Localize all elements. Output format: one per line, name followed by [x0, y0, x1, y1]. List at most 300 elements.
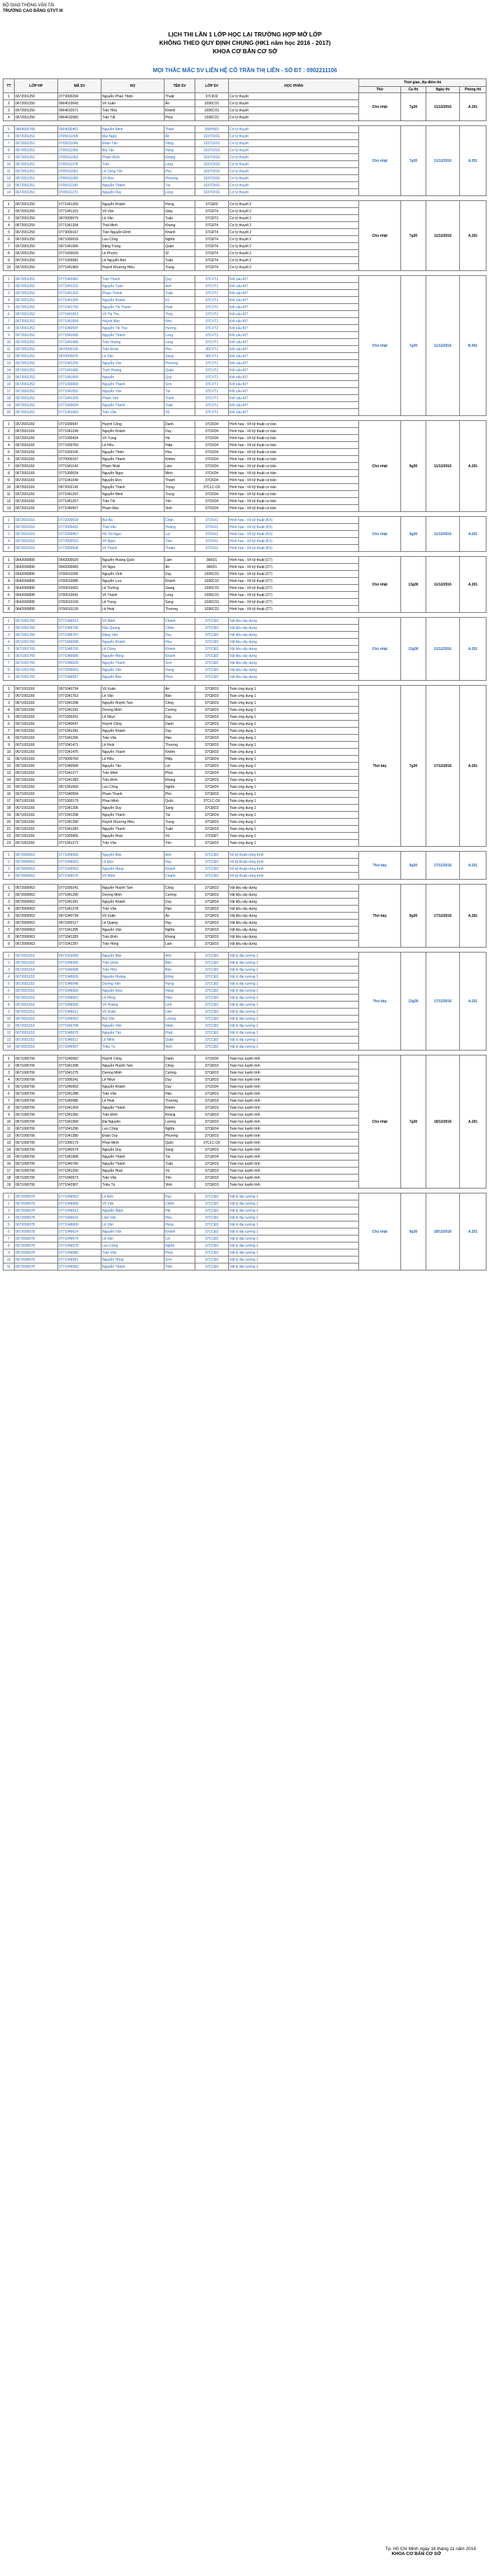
cell-student-id: 0771041290 — [58, 819, 102, 826]
cell-first-name: Anh — [164, 283, 195, 290]
cell-course: Cơ lý thuyết 2 — [229, 208, 359, 215]
cell-tt: 5 — [4, 545, 15, 552]
cell-course: Cơ lý thuyết — [229, 175, 359, 182]
cell-class: 0672001160 — [15, 421, 58, 428]
cell-last-name: Nguyễn Văn — [102, 667, 164, 674]
cell-exam-day: Chủ nhật — [359, 421, 401, 512]
cell-first-name: Quốc — [164, 798, 195, 805]
cell-last-name: Trần Văn — [102, 735, 164, 742]
cell-student-class: 37CĐT4 — [195, 236, 229, 243]
cell-tt: 15 — [4, 374, 15, 381]
cell-student-class: 37CKD4 — [195, 456, 229, 463]
cell-student-id: 0542000020 — [58, 557, 102, 564]
cell-last-name: Nguyễn Thiên — [102, 449, 164, 456]
cell-student-class: 37CKX1 — [195, 531, 229, 538]
cell-class: 0672001252 — [15, 332, 58, 339]
cell-class: 0671001160 — [15, 721, 58, 728]
cell-first-name: Tài — [164, 182, 195, 189]
cell-first-name: Linh — [164, 1002, 195, 1009]
cell-class: 0672001153 — [15, 995, 58, 1002]
cell-last-name: Nguyễn Thị Trúc — [102, 325, 164, 332]
cell-last-name: Trần Đoàn — [102, 346, 164, 353]
cell-student-class: 37CCĐ2 — [195, 953, 229, 960]
cell-class: 0672000078 — [15, 1200, 58, 1207]
cell-course: Cơ lý thuyết — [229, 189, 359, 196]
cell-student-id: 0771000029 — [58, 250, 102, 257]
cell-last-name: Trần Hồng — [102, 941, 164, 948]
cell-course: Cơ lý thuyết — [229, 114, 359, 121]
cell-tt: 3 — [4, 967, 15, 974]
cell-student-class: 37CĐO3 — [195, 742, 229, 749]
cell-student-class: 37CĐO3 — [195, 805, 229, 812]
cell-last-name: Nguyễn Thanh — [102, 660, 164, 667]
cell-student-id: 0771046567 — [58, 1044, 102, 1051]
cell-class: 0672001251 — [15, 168, 58, 175]
cell-course: Kết cấu-KIT — [229, 311, 359, 318]
cell-last-name: Lê Nguyễn Anh — [102, 257, 164, 264]
cell-student-id: 0771000105 — [58, 449, 102, 456]
cell-last-name: Nguyễn Huỳnh Tam — [102, 1062, 164, 1069]
cell-class: 0672000063 — [15, 859, 58, 866]
cell-last-name: Trần Hoàng — [102, 339, 164, 346]
cell-course: Hình họa - Vẽ kỹ thuật (CT) — [229, 571, 359, 578]
cell-tt: 11 — [4, 1023, 15, 1030]
cell-last-name: Nguyễn Hồng — [102, 653, 164, 660]
cell-class: 0672001250 — [15, 236, 58, 243]
cell-tt: 6 — [4, 920, 15, 927]
cell-tt: 2 — [4, 859, 15, 866]
cell-exam-room: A.201 — [460, 885, 486, 948]
cell-first-name: Phúc — [164, 674, 195, 681]
cell-student-id: 0773000204 — [58, 93, 102, 100]
cell-first-name: Dũng — [164, 140, 195, 147]
cell-class: 0672001250 — [15, 215, 58, 222]
cell-exam-room: B.401 — [460, 276, 486, 416]
cell-student-id: 0771046581 — [58, 1256, 102, 1263]
cell-course: Hình họa - Vẽ kỹ thuật (CT) — [229, 606, 359, 613]
cell-tt: 10 — [4, 1016, 15, 1023]
cell-first-name: Nghĩa — [164, 784, 195, 791]
cell-first-name: Hiệp — [164, 442, 195, 449]
cell-last-name: Hồ Thị Ngọc — [102, 531, 164, 538]
cell-student-class: 37CĐO4 — [195, 784, 229, 791]
group-spacer — [4, 271, 486, 276]
cell-first-name: Tâm — [164, 538, 195, 545]
cell-first-name: Thương — [164, 606, 195, 613]
cell-tt: 23 — [4, 840, 15, 847]
cell-student-class: 37CCĐ2 — [195, 1235, 229, 1242]
cell-last-name: Lê Nhựt — [102, 1076, 164, 1083]
title-line-3: KHOA CƠ BẢN CƠ SỞ — [212, 48, 278, 55]
cell-class: 0672001250 — [15, 114, 58, 121]
cell-course: Toán ứng dụng 1 — [229, 735, 359, 742]
cell-student-class: 37CKD4 — [195, 498, 229, 505]
cell-first-name: Lâm — [164, 557, 195, 564]
cell-exam-room: A.201 — [460, 126, 486, 196]
cell-course: Vật lý đại cương 1 — [229, 1242, 359, 1249]
cell-last-name: Nguyễn Hoài — [102, 1168, 164, 1175]
cell-exam-day: Chủ nhật — [359, 618, 401, 681]
cell-class: 0672001160 — [15, 470, 58, 477]
cell-class: 0672001252 — [15, 353, 58, 360]
cell-student-class: 36CVT1 — [195, 346, 229, 353]
cell-first-name: Tâm — [164, 1263, 195, 1270]
cell-student-class: 37CCĐ2 — [195, 859, 229, 866]
cell-class: 0671000706 — [15, 1069, 58, 1076]
cell-first-name: Thuật — [164, 93, 195, 100]
cell-first-name: Duy — [164, 899, 195, 906]
cell-tt: 1 — [4, 618, 15, 625]
cell-class: 0672001153 — [15, 1030, 58, 1037]
cell-first-name: Hào — [164, 735, 195, 742]
cell-student-id: 0771041297 — [58, 491, 102, 498]
cell-tt: 6 — [4, 721, 15, 728]
cell-class: 0671001760 — [15, 632, 58, 639]
cell-course: Cơ lý thuyết — [229, 154, 359, 161]
cell-class: 0672001252 — [15, 304, 58, 311]
cell-class: 0672000063 — [15, 899, 58, 906]
cell-tt: 7 — [4, 1097, 15, 1105]
cell-course: Vật lý đại cương 1 — [229, 1221, 359, 1228]
cell-first-name: Hiệp — [164, 756, 195, 763]
cell-class: 0672000063 — [15, 927, 58, 934]
group-spacer — [4, 1051, 486, 1055]
cell-student-class: 37CCĐ2 — [195, 995, 229, 1002]
cell-tt: 9 — [4, 332, 15, 339]
cell-student-id: 0771046698 — [58, 639, 102, 646]
cell-student-id: 0771041278 — [58, 906, 102, 913]
cell-first-name: Hưng — [164, 667, 195, 674]
cell-last-name: Nguyễn Thanh — [102, 402, 164, 409]
cell-student-id: 0771040574 — [58, 1147, 102, 1154]
cell-course: Vẽ kỹ thuật công trình — [229, 873, 359, 880]
cell-first-name: Khánh — [164, 653, 195, 660]
cell-first-name: Khang — [164, 222, 195, 229]
cell-tt: 11 — [4, 346, 15, 353]
cell-last-name: Trần Đình — [102, 1112, 164, 1119]
cell-course: Hình họa - Vẽ kỹ thuật (CT) — [229, 599, 359, 606]
cell-student-class: 37CKD4 — [195, 435, 229, 442]
cell-student-class: 37CĐO3 — [195, 1133, 229, 1140]
cell-exam-shift: 7g30 — [401, 686, 426, 847]
cell-class: 0671000706 — [15, 1161, 58, 1168]
cell-tt: 4 — [4, 1214, 15, 1221]
cell-course: Vật liệu xây dựng — [229, 927, 359, 934]
cell-tt: 5 — [4, 126, 15, 133]
cell-class: 0672000078 — [15, 1256, 58, 1263]
cell-course: Cơ lý thuyết — [229, 182, 359, 189]
table-row — [4, 953, 486, 960]
table-row — [4, 885, 486, 892]
cell-last-name: Võ Hoàng — [102, 1002, 164, 1009]
cell-student-class: 37CKĐ7 — [195, 833, 229, 840]
cell-course: Kết cấu-KIT — [229, 381, 359, 388]
exam-schedule-table — [3, 78, 486, 1270]
cell-tt: 6 — [4, 1090, 15, 1097]
cell-exam-day: Chủ nhật — [359, 276, 401, 416]
cell-tt: 3 — [4, 632, 15, 639]
cell-first-name: Đông — [164, 974, 195, 981]
cell-student-id: 0771041257 — [58, 498, 102, 505]
cell-student-class: 37CCĐ2 — [195, 1193, 229, 1200]
cell-student-id: 0670000076 — [58, 353, 102, 360]
cell-tt: 19 — [4, 1182, 15, 1189]
cell-course: Toán học tuyển tính — [229, 1119, 359, 1126]
cell-student-class: 37CCĐ2 — [195, 988, 229, 995]
cell-student-id: 0771041269 — [58, 201, 102, 208]
cell-class: 0672000078 — [15, 1235, 58, 1242]
cell-last-name: Lưu Công — [102, 1242, 164, 1249]
cell-last-name: Trần Hữu — [102, 107, 164, 114]
cell-student-id: 0771046613 — [58, 1207, 102, 1214]
cell-first-name: Quý — [164, 276, 195, 283]
cell-tt: 5 — [4, 981, 15, 988]
cell-last-name: Nguyễn Thành — [102, 484, 164, 491]
cell-last-name: Võ Ngọc — [102, 538, 164, 545]
cell-last-name: Dương Minh — [102, 707, 164, 714]
cell-student-id: 0705011049 — [58, 140, 102, 147]
cell-student-class: 37CKD4 — [195, 477, 229, 484]
cell-student-id: 0671000117 — [58, 920, 102, 927]
cell-first-name: Long — [164, 592, 195, 599]
cell-course: Vật lý đại cương 1 — [229, 1193, 359, 1200]
cell-tt: 4 — [4, 222, 15, 229]
cell-student-id: 0771041298 — [58, 1062, 102, 1069]
cell-class: 0671000706 — [15, 1112, 58, 1119]
cell-last-name: Nguyễn Hồng — [102, 866, 164, 873]
cell-student-class: 37CĐO3 — [195, 700, 229, 707]
cell-tt: 7 — [4, 599, 15, 606]
cell-student-id: 0771000647 — [58, 421, 102, 428]
cell-last-name: Phạm Văn — [102, 395, 164, 402]
cell-first-name: Quân — [164, 367, 195, 374]
cell-last-name: Trần Hữu — [102, 967, 164, 974]
cell-tt: 4 — [4, 707, 15, 714]
cell-course: Vật lý đại cương 1 — [229, 988, 359, 995]
cell-tt: 14 — [4, 1044, 15, 1051]
cell-tt: 14 — [4, 367, 15, 374]
cell-course: Vật liệu xây dựng — [229, 625, 359, 632]
cell-tt: 11 — [4, 168, 15, 175]
cell-student-class: 37CVT2 — [195, 325, 229, 332]
cell-tt: 5 — [4, 229, 15, 236]
cell-first-name: Yên — [164, 1175, 195, 1182]
cell-student-class: 37CĐO3 — [195, 906, 229, 913]
cell-course: Vật liệu xây dựng — [229, 913, 359, 920]
cell-class: 0642000895 — [15, 599, 58, 606]
cell-student-class: 37CVT1 — [195, 283, 229, 290]
cell-student-class: 37CĐO3 — [195, 1161, 229, 1168]
cell-student-id: 0771046565 — [58, 1002, 102, 1009]
cell-tt: 6 — [4, 311, 15, 318]
cell-last-name: Trần Quốc — [102, 960, 164, 967]
cell-student-id: 0771040547 — [58, 325, 102, 332]
cell-tt: 19 — [4, 812, 15, 819]
cell-tt: 9 — [4, 1112, 15, 1119]
cell-student-id: 0664000461 — [58, 126, 102, 133]
cell-last-name: Nguyễn Ngọc — [102, 1207, 164, 1214]
cell-tt: 11 — [4, 491, 15, 498]
cell-course: Hình họa - Vẽ kỹ thuật (KX) — [229, 531, 359, 538]
cell-student-class: 37CKD4 — [195, 428, 229, 435]
cell-last-name: Nguyễn Thanh — [102, 456, 164, 463]
table-row — [4, 686, 486, 693]
cell-student-class: 37CĐO3 — [195, 885, 229, 892]
cell-last-name: Nguyễn Khánh — [102, 1083, 164, 1090]
cell-student-class: 37CVT1 — [195, 332, 229, 339]
cell-tt: 8 — [4, 667, 15, 674]
cell-class: 0672001252 — [15, 374, 58, 381]
cell-first-name: Long — [164, 189, 195, 196]
cell-first-name: Cường — [164, 707, 195, 714]
cell-tt: 7 — [4, 1235, 15, 1242]
cell-tt: 8 — [4, 250, 15, 257]
cell-last-name: Lê Văn — [102, 353, 164, 360]
cell-student-class: 37CCĐ2 — [195, 1242, 229, 1249]
cell-class: 0671001760 — [15, 618, 58, 625]
cell-course: Toán học tuyển tính — [229, 1161, 359, 1168]
cell-tt: 12 — [4, 763, 15, 770]
cell-exam-day: Chủ nhật — [359, 201, 401, 271]
cell-last-name: Huỳnh Khương Hiếu — [102, 819, 164, 826]
cell-tt: 2 — [4, 100, 15, 107]
cell-last-name: Phạm Đình — [102, 154, 164, 161]
cell-class: 0672001250 — [15, 222, 58, 229]
cell-first-name: Duy — [164, 714, 195, 721]
cell-student-class: 37CVT1 — [195, 374, 229, 381]
cell-student-id: 0771040573 — [58, 1175, 102, 1182]
cell-first-name: Khiêm — [164, 1105, 195, 1112]
cell-last-name: Lê Minh — [102, 1037, 164, 1044]
cell-student-id: 0771041066 — [58, 367, 102, 374]
cell-first-name: Vinh — [164, 505, 195, 512]
cell-exam-room: A.201 — [460, 201, 486, 271]
group-spacer — [4, 613, 486, 618]
cell-course: Toán học tuyển tính — [229, 1069, 359, 1076]
cell-first-name: Trung — [164, 491, 195, 498]
cell-course: Toán ứng dụng 1 — [229, 798, 359, 805]
cell-last-name: Nguyễn Bảo — [102, 852, 164, 859]
cell-course: Toán ứng dụng 1 — [229, 763, 359, 770]
cell-student-class: 37CCĐ2 — [195, 625, 229, 632]
cell-first-name: Duy — [164, 1083, 195, 1090]
table-row — [4, 557, 486, 564]
cell-tt: 6 — [4, 988, 15, 995]
cell-course: Toán ứng dụng 1 — [229, 840, 359, 847]
cell-course: Cơ lý thuyết — [229, 126, 359, 133]
cell-course: Toán ứng dụng 1 — [229, 770, 359, 777]
cell-tt: 10 — [4, 749, 15, 756]
cell-student-id: 0671040734 — [58, 913, 102, 920]
cell-first-name: Khang — [164, 1112, 195, 1119]
cell-last-name: Trịnh Hoàng — [102, 367, 164, 374]
group-spacer — [4, 121, 486, 126]
cell-first-name: Long — [164, 339, 195, 346]
cell-tt: 2 — [4, 564, 15, 571]
cell-course: Toán học tuyển tính — [229, 1140, 359, 1147]
cell-student-id: 0771042907 — [58, 1182, 102, 1189]
cell-last-name: Nguyễn Kiều — [102, 988, 164, 995]
cell-student-class: 37CĐO3 — [195, 1147, 229, 1154]
cell-student-class: 37CĐO3 — [195, 763, 229, 770]
cell-first-name: Tuấn — [164, 826, 195, 833]
cell-course: Cơ lý thuyết 2 — [229, 236, 359, 243]
cell-tt: 10 — [4, 484, 15, 491]
cell-student-class: 37CCĐ2 — [195, 967, 229, 974]
cell-last-name: Vũ Xuân — [102, 686, 164, 693]
cell-student-id: 0771040647 — [58, 721, 102, 728]
cell-course: Vật lý đại cương 1 — [229, 967, 359, 974]
cell-student-class: 1036CO1 — [195, 592, 229, 599]
cell-course: Kết cấu-KIT — [229, 395, 359, 402]
cell-tt: 8 — [4, 1242, 15, 1249]
cell-class: 0672001160 — [15, 498, 58, 505]
cell-tt: 8 — [4, 1105, 15, 1112]
cell-last-name: Nguyễn Duy — [102, 189, 164, 196]
cell-first-name: Hương — [164, 325, 195, 332]
cell-course: Toán học tuyển tính — [229, 1168, 359, 1175]
cell-student-class: 1036CO1 — [195, 114, 229, 121]
cell-tt: 6 — [4, 653, 15, 660]
cell-student-id: 0771046566 — [58, 960, 102, 967]
title-line-2: KHÔNG THEO QUY ĐỊNH CHUNG (HK1 năm học 2016 - 2017) — [159, 39, 331, 46]
cell-course: Kết cấu-KIT — [229, 290, 359, 297]
cell-student-id: 0705011170 — [58, 189, 102, 196]
cell-class: 0672001153 — [15, 981, 58, 988]
cell-student-id: 0771046708 — [58, 1023, 102, 1030]
cell-class: 0672001160 — [15, 456, 58, 463]
cell-student-id: 0771000179 — [58, 1140, 102, 1147]
cell-first-name: Trung — [164, 264, 195, 271]
cell-exam-day: Chủ nhật — [359, 1193, 401, 1270]
cell-student-id: 0771041700 — [58, 304, 102, 311]
cell-last-name: Trần — [102, 161, 164, 168]
cell-exam-day: Chủ nhật — [359, 1055, 401, 1189]
cell-student-id: 0705011100 — [58, 182, 102, 189]
cell-class: 0672001250 — [15, 201, 58, 208]
cell-last-name: Võ Văn — [102, 1200, 164, 1207]
cell-student-id: 0771046685 — [58, 653, 102, 660]
cell-student-id: 0771046553 — [58, 866, 102, 873]
cell-course: Hình họa - Vẽ kỹ thuật cơ bản — [229, 484, 359, 491]
cell-student-id: 0705011061 — [58, 168, 102, 175]
cell-first-name: Anh — [164, 852, 195, 859]
cell-last-name: Trần Văn — [102, 906, 164, 913]
cell-first-name: Quốc — [164, 1140, 195, 1147]
cell-class: 0672001016 — [15, 524, 58, 531]
cell-student-class: 37CCĐ2 — [195, 1207, 229, 1214]
cell-first-name: Hùng — [164, 988, 195, 995]
cell-first-name: Vũ — [164, 1168, 195, 1175]
cell-class: 0672001250 — [15, 107, 58, 114]
cell-tt: 6 — [4, 133, 15, 140]
cell-student-id: 0773000167 — [58, 229, 102, 236]
cell-first-name: Giang — [164, 585, 195, 592]
cell-student-class: 1036CO1 — [195, 585, 229, 592]
cell-student-class: 37CCĐ2 — [195, 873, 229, 880]
cell-student-id: 0771041296 — [58, 805, 102, 812]
cell-class: 0672001016 — [15, 517, 58, 524]
cell-course: Toán ứng dụng 1 — [229, 791, 359, 798]
cell-last-name: Lê Công — [102, 646, 164, 653]
cell-course: Toán học tuyển tính — [229, 1147, 359, 1154]
cell-course: Hình họa - Vẽ kỹ thuật (KX) — [229, 517, 359, 524]
cell-last-name: Dương Minh — [102, 1069, 164, 1076]
cell-student-class: 1036CO1 — [195, 100, 229, 107]
cell-student-id: 0771000241 — [58, 1076, 102, 1083]
cell-last-name: Trần Văn — [102, 409, 164, 416]
cell-tt: 17 — [4, 388, 15, 395]
